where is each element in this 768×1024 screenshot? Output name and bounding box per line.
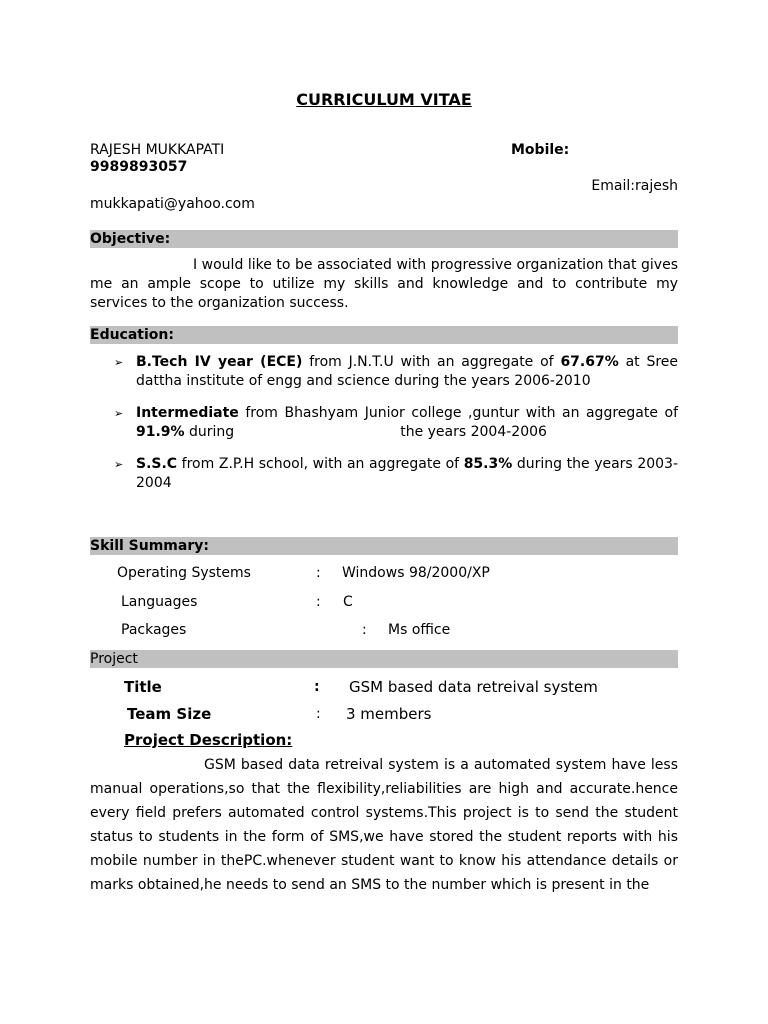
project-description-text: GSM based data retreival system is a automated system have less manual operations,so that the flexibility,reliabilities are high and accurate.hence every field prefers automated control systems.This project is to send the student status to students in the form of SMS,we have stored the student reports with his mobile number in thePC.whenever student want to know his attendance details or marks obtained,he needs to send an SMS to the number which is present in the <box>90 757 678 893</box>
applicant-name: RAJESH MUKKAPATI <box>90 142 225 158</box>
skill-value-languages: C <box>343 594 353 610</box>
skill-sep-packages: : <box>362 622 367 638</box>
project-heading: Project <box>90 650 678 668</box>
project-title-label: Title <box>124 678 162 696</box>
team-size-label: Team Size <box>127 705 212 723</box>
skill-sep-os: : <box>316 565 321 581</box>
skill-value-packages: Ms office <box>388 622 451 638</box>
bullet-arrow-icon: ➢ <box>114 458 124 471</box>
project-title-sep: : <box>314 679 320 695</box>
education-item-ssc: S.S.C from Z.P.H school, with an aggregate of 85.3% during the years 2003-2004 <box>136 456 678 491</box>
project-title-value: GSM based data retreival system <box>349 678 598 696</box>
education-item-intermediate: Intermediate from Bhashyam Junior college ,guntur with an aggregate of 91.9% during the years 2004-2006 <box>136 405 678 440</box>
email-address: mukkapati@yahoo.com <box>90 196 255 212</box>
skill-label-os: Operating Systems <box>117 565 251 581</box>
team-size-sep: : <box>316 706 321 722</box>
email-label: Email:rajesh <box>591 178 678 194</box>
skill-value-os: Windows 98/2000/XP <box>342 565 490 581</box>
skill-label-packages: Packages <box>121 622 187 638</box>
skill-summary-heading: Skill Summary: <box>90 537 678 555</box>
education-item-btech: B.Tech IV year (ECE) from J.N.T.U with an aggregate of 67.67% at Sree dattha institute of engg and science during the years 2006-2010 <box>136 354 679 389</box>
bullet-arrow-icon: ➢ <box>114 407 124 420</box>
document-title: CURRICULUM VITAE <box>296 90 472 109</box>
project-description-heading: Project Description: <box>124 731 293 749</box>
team-size-value: 3 members <box>346 705 432 723</box>
bullet-arrow-icon: ➢ <box>114 356 124 369</box>
objective-text: I would like to be associated with progressive organization that gives me an ample scope to utilize my skills and knowledge and to contribute my services to the organization success. <box>90 257 678 311</box>
objective-heading: Objective: <box>90 230 678 248</box>
skill-sep-languages: : <box>316 594 321 610</box>
mobile-label: Mobile: <box>511 142 570 158</box>
education-heading: Education: <box>90 326 678 344</box>
mobile-number: 9989893057 <box>90 159 188 175</box>
skill-label-languages: Languages <box>121 594 198 610</box>
